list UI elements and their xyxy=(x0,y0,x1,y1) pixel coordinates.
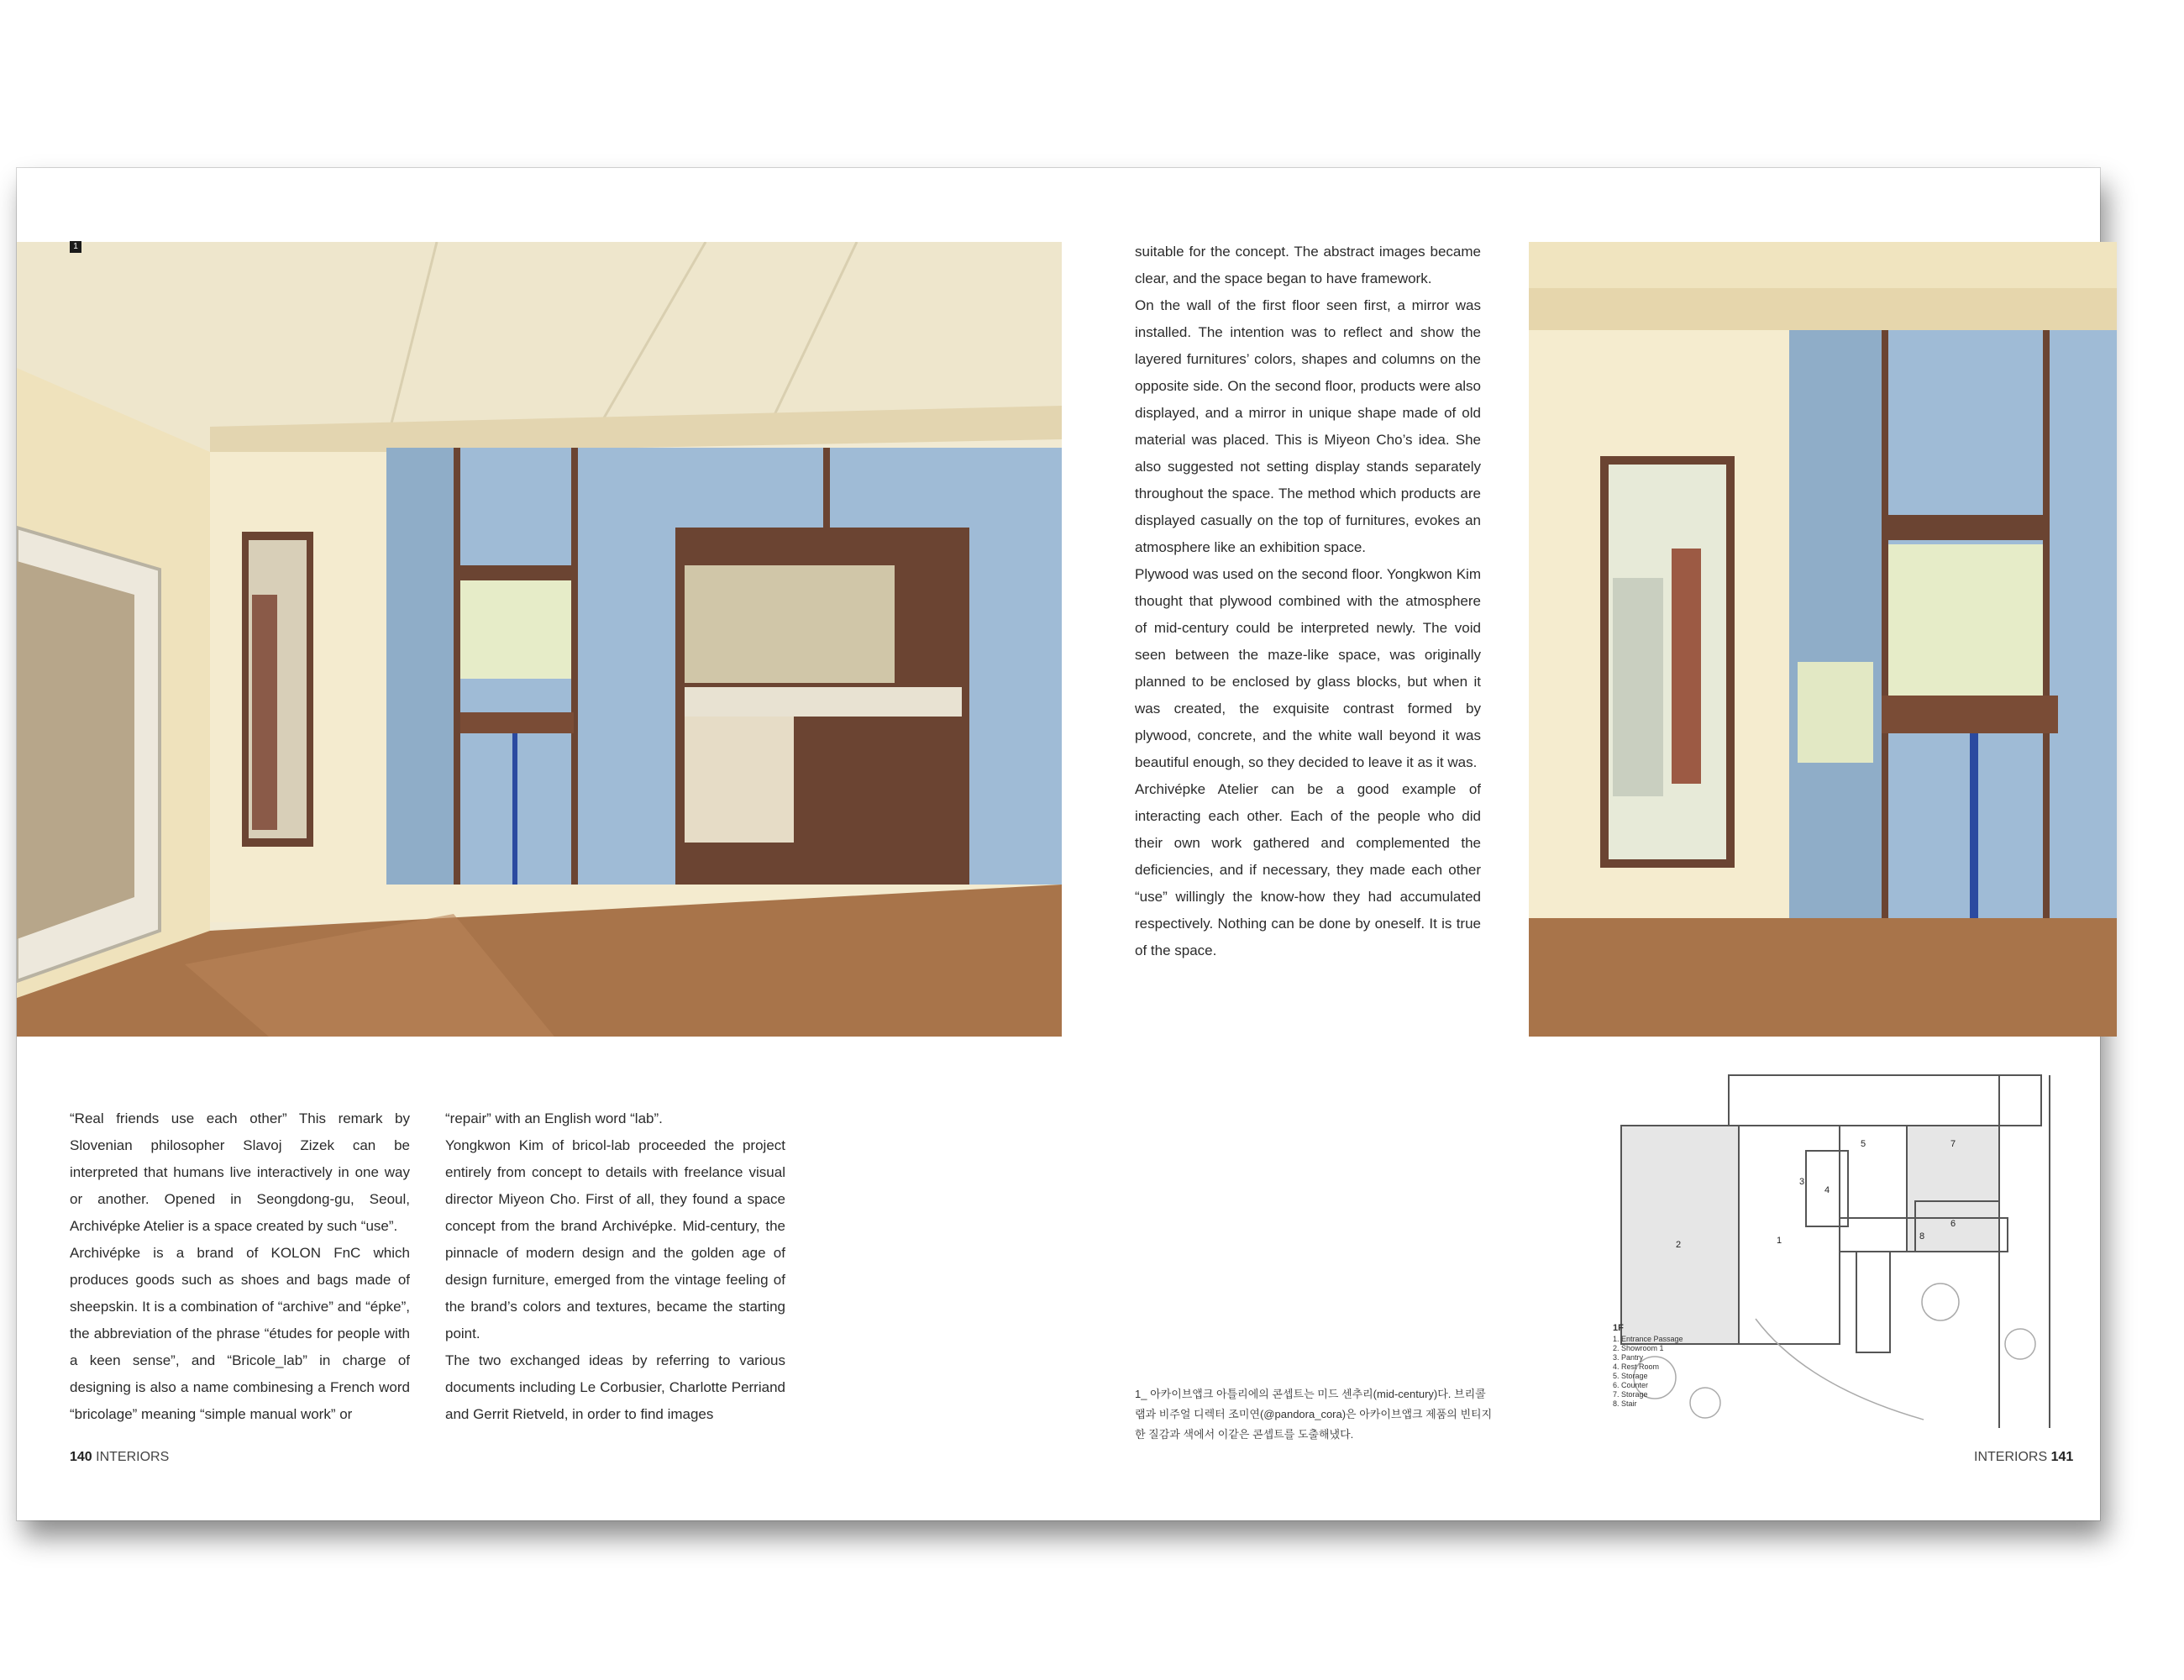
room-label: 8 xyxy=(1919,1231,1925,1242)
paragraph: Plywood was used on the second floor. Yongkwon Kim thought that plywood combined with the atmosphere of mid-century could be interpreted newly. The void seen between the maze-like space, was originally planned to be enclosed by glass blocks, but when it was created, the exquisite contrast formed by plywood, concrete, and the white wall beyond it was beautiful enough, so they decided to leave it as it was. xyxy=(1135,566,1481,770)
text-column-2 xyxy=(445,1105,785,1428)
legend-item: 3. Pantry xyxy=(1613,1353,1644,1362)
floor-plan-title: 1F xyxy=(1613,1323,1624,1333)
page-number: 141 xyxy=(2050,1450,2074,1464)
room-label: 7 xyxy=(1950,1139,1956,1149)
paragraph: “repair” with an English word “lab”. xyxy=(445,1110,663,1126)
room-label: 1 xyxy=(1777,1236,1782,1246)
room-label: 2 xyxy=(1676,1240,1682,1250)
figure-badge: 1 xyxy=(70,241,81,253)
folio-left xyxy=(70,1450,169,1465)
legend-item: 1. Entrance Passage xyxy=(1613,1335,1683,1343)
section-label: INTERIORS xyxy=(96,1450,170,1464)
legend-item: 2. Showroom 1 xyxy=(1613,1344,1664,1352)
paragraph: Archivépke Atelier can be a good example of interacting each other. Each of the people who did their own work gathered and complemented the deficiencies, and if necessary, they made each other “use” willingly the know-how they had accumulated respectively. Nothing can be done by oneself. It is true of the space. xyxy=(1135,781,1481,958)
legend-item: 7. Storage xyxy=(1613,1390,1648,1399)
photo-caption: 1_ 아카이브앱크 아틀리에의 콘셉트는 미드 센추리(mid-century)다. 브리콜랩과 비주얼 디렉터 조미연(@pandora_cora)은 아카이브앱크 제품의 빈티지한 질감과 색에서 이같은 콘셉트를 도출해냈다. xyxy=(1135,1388,1493,1441)
main-photo xyxy=(17,242,1062,1037)
floor-plan-legend xyxy=(1613,1324,1683,1409)
room-label: 6 xyxy=(1950,1219,1956,1229)
room-label: 5 xyxy=(1861,1139,1866,1149)
legend-item: 8. Stair xyxy=(1613,1399,1637,1408)
text-column-1 xyxy=(70,1105,410,1428)
paragraph: Archivépke is a brand of KOLON FnC which produces goods such as shoes and bags made of sheepskin. It is a combination of “archive” and “épke”, the abbreviation of the phrase “études for people with a keen sense”, and “Bricole_lab” in charge of designing is also a name combinesing a French word “bricolage” meaning “simple manual work” or xyxy=(70,1245,410,1422)
section-label: INTERIORS xyxy=(1974,1450,2048,1464)
legend-item: 4. Rest Room xyxy=(1613,1362,1660,1371)
paragraph: “Real friends use each other” This remark by Slovenian philosopher Slavoj Zizek can be interpreted that humans live interactively in one way or another. Opened in Seongdong-gu, Seoul, Archivépke Atelier is a space created by such “use”. xyxy=(70,1110,410,1234)
legend-item: 6. Counter xyxy=(1613,1381,1649,1389)
text-column-3 xyxy=(1135,239,1481,964)
room-label: 4 xyxy=(1824,1185,1830,1195)
detail-photo xyxy=(1529,242,2117,1037)
paragraph: On the wall of the first floor seen first, a mirror was installed. The intention was to reflect and show the layered furnitures’ colors, shapes and columns on the opposite side. On the second floor, products were also displayed, and a mirror in unique shape made of old material was placed. This is Miyeon Cho’s idea. She also suggested not setting display stands separately throughout the space. The method which products are displayed casually on the top of furnitures, evokes an atmosphere like an exhibition space. xyxy=(1135,297,1481,555)
paragraph: Yongkwon Kim of bricol-lab proceeded the project entirely from concept to details with freelance visual director Miyeon Cho. First of all, they found a space concept from the brand Archivépke. Mid-century, the pinnacle of modern design and the golden age of design furniture, emerged from the vintage feeling of the brand’s colors and textures, became the starting point. xyxy=(445,1137,785,1341)
magazine-spread xyxy=(17,168,2100,1520)
folio-right xyxy=(1974,1450,2073,1465)
legend-item: 5. Storage xyxy=(1613,1372,1648,1380)
paragraph: The two exchanged ideas by referring to various documents including Le Corbusier, Charlotte Perriand and Gerrit Rietveld, in order to find images xyxy=(445,1352,785,1422)
page-number: 140 xyxy=(70,1450,92,1464)
room-label: 3 xyxy=(1799,1177,1805,1187)
paragraph: suitable for the concept. The abstract images became clear, and the space began to have framework. xyxy=(1135,244,1481,286)
